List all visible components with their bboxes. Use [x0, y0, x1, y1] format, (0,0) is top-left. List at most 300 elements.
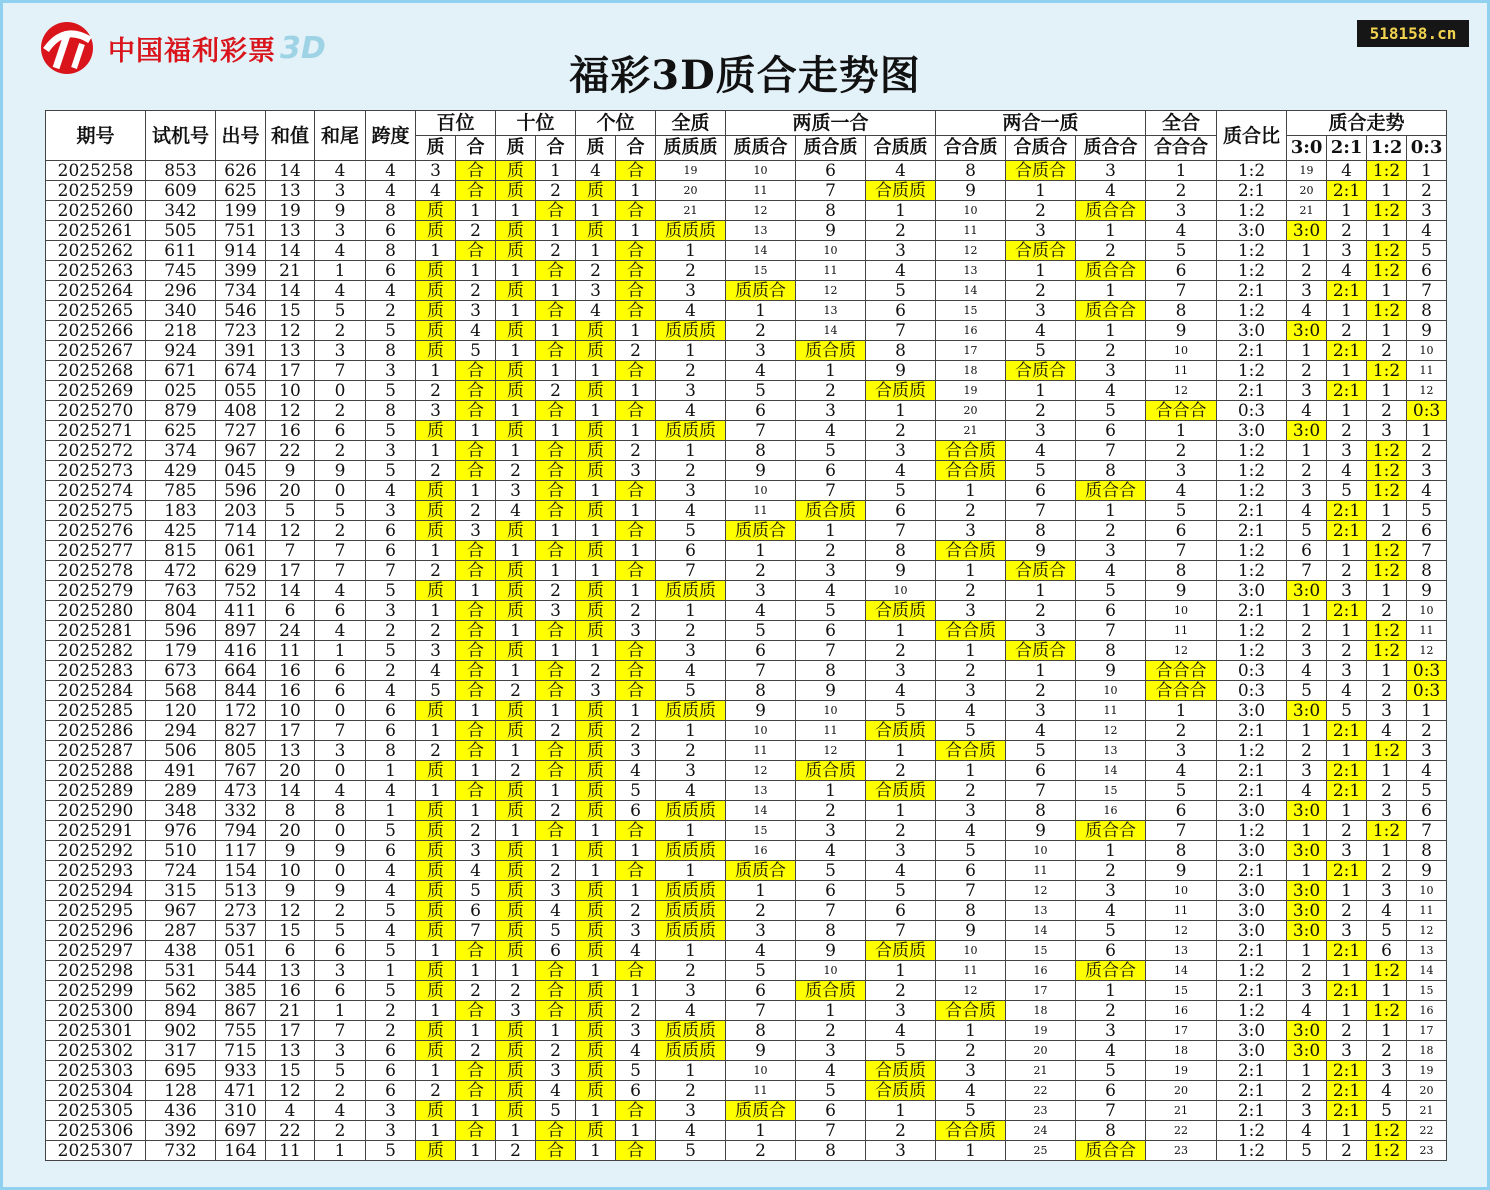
table-cell: 4 — [866, 261, 936, 281]
table-cell: 2:1 — [1217, 781, 1287, 801]
table-cell: 18 — [936, 361, 1006, 381]
table-cell: 2 — [656, 461, 726, 481]
table-cell: 4 — [366, 881, 416, 901]
table-cell: 质 — [416, 501, 456, 521]
table-cell: 1 — [416, 721, 456, 741]
table-row — [46, 681, 1447, 701]
table-cell: 2 — [1287, 361, 1327, 381]
table-cell: 10 — [936, 941, 1006, 961]
table-cell: 967 — [216, 441, 266, 461]
table-cell: 1 — [1076, 981, 1146, 1001]
table-cell: 2 — [1076, 1001, 1146, 1021]
table-cell: 2 — [726, 901, 796, 921]
table-cell: 20 — [266, 481, 315, 501]
table-cell: 4 — [315, 281, 366, 301]
table-cell: 3 — [866, 441, 936, 461]
table-cell: 1 — [496, 201, 536, 221]
table-row — [46, 301, 1447, 321]
table-cell: 1 — [1367, 661, 1407, 681]
table-cell: 4 — [616, 941, 656, 961]
table-cell: 合 — [456, 241, 496, 261]
table-cell: 24 — [1006, 1121, 1076, 1141]
table-cell: 11 — [796, 721, 866, 741]
table-row — [46, 821, 1447, 841]
table-cell: 3 — [866, 1141, 936, 1161]
table-cell: 质 — [576, 781, 616, 801]
table-cell: 626 — [216, 161, 266, 181]
table-cell: 质 — [416, 321, 456, 341]
table-cell: 1 — [1076, 321, 1146, 341]
table-cell: 5 — [366, 381, 416, 401]
table-cell: 1 — [616, 321, 656, 341]
table-cell: 7 — [315, 561, 366, 581]
table-cell: 4 — [1367, 721, 1407, 741]
table-cell: 2 — [1146, 441, 1217, 461]
table-cell: 1 — [1327, 801, 1367, 821]
table-cell: 2 — [796, 381, 866, 401]
table-cell: 11 — [266, 641, 315, 661]
table-cell: 867 — [216, 1001, 266, 1021]
table-cell: 2 — [366, 1021, 416, 1041]
table-cell: 4 — [936, 1081, 1006, 1101]
table-cell: 5 — [726, 961, 796, 981]
table-cell: 3 — [1146, 201, 1217, 221]
table-cell: 10 — [936, 201, 1006, 221]
table-cell: 1 — [1076, 841, 1146, 861]
table-cell: 7 — [796, 901, 866, 921]
table-cell: 3 — [656, 761, 726, 781]
table-cell: 20 — [266, 761, 315, 781]
table-cell: 16 — [1006, 961, 1076, 981]
table-cell: 2 — [315, 441, 366, 461]
table-cell: 11 — [936, 961, 1006, 981]
table-cell: 2:1 — [1327, 1061, 1367, 1081]
table-cell: 12 — [266, 321, 315, 341]
table-cell: 1 — [576, 241, 616, 261]
table-cell: 6 — [1407, 261, 1447, 281]
table-cell: 8 — [936, 161, 1006, 181]
table-cell: 2 — [1327, 321, 1367, 341]
table-cell: 12 — [796, 741, 866, 761]
table-cell: 0 — [315, 861, 366, 881]
table-cell: 8 — [866, 541, 936, 561]
header-sum-tail: 和尾 — [315, 111, 366, 161]
table-cell: 1 — [496, 301, 536, 321]
sub-header-cell: 0:3 — [1407, 136, 1447, 161]
table-cell: 4 — [576, 161, 616, 181]
table-cell: 0:3 — [1217, 681, 1287, 701]
table-cell: 3 — [616, 921, 656, 941]
table-cell: 340 — [146, 301, 216, 321]
table-cell: 合 — [536, 1001, 576, 1021]
table-cell: 4 — [366, 861, 416, 881]
table-cell: 1:2 — [1367, 1121, 1407, 1141]
table-cell: 20 — [936, 401, 1006, 421]
table-cell: 1 — [576, 521, 616, 541]
table-cell: 1 — [1367, 221, 1407, 241]
table-cell: 5 — [1006, 461, 1076, 481]
table-cell: 4 — [1076, 181, 1146, 201]
table-cell: 4 — [315, 241, 366, 261]
table-cell: 6 — [266, 941, 315, 961]
table-cell: 429 — [146, 461, 216, 481]
table-cell: 7 — [726, 421, 796, 441]
table-cell: 3:0 — [1287, 701, 1327, 721]
table-cell: 4 — [366, 781, 416, 801]
table-cell: 2 — [1367, 781, 1407, 801]
table-cell: 质 — [416, 301, 456, 321]
table-cell: 1 — [1367, 281, 1407, 301]
table-cell: 3 — [866, 661, 936, 681]
table-cell: 5 — [796, 601, 866, 621]
table-cell: 9 — [936, 181, 1006, 201]
table-cell: 2 — [936, 581, 1006, 601]
table-cell: 1:2 — [1217, 1001, 1287, 1021]
table-cell: 质 — [416, 581, 456, 601]
table-cell: 5 — [416, 681, 456, 701]
trend-table — [45, 110, 1447, 1161]
table-cell: 1 — [1327, 741, 1367, 761]
table-cell: 12 — [936, 241, 1006, 261]
table-cell: 4 — [536, 1081, 576, 1101]
table-cell: 1 — [496, 441, 536, 461]
table-cell: 546 — [216, 301, 266, 321]
table-cell: 8 — [366, 241, 416, 261]
table-cell: 4 — [416, 661, 456, 681]
table-cell: 1 — [416, 1061, 456, 1081]
table-cell: 6 — [315, 601, 366, 621]
table-cell: 14 — [1407, 961, 1447, 981]
table-cell: 2025303 — [46, 1061, 146, 1081]
table-row — [46, 621, 1447, 641]
table-cell: 4 — [416, 181, 456, 201]
table-cell: 4 — [1076, 561, 1146, 581]
table-cell: 7 — [1407, 821, 1447, 841]
table-cell: 合 — [456, 941, 496, 961]
table-cell: 596 — [216, 481, 266, 501]
table-cell: 4 — [315, 781, 366, 801]
table-cell: 10 — [726, 1061, 796, 1081]
table-cell: 5 — [656, 1141, 726, 1161]
table-cell: 9 — [266, 881, 315, 901]
table-cell: 5 — [1287, 681, 1327, 701]
table-cell: 411 — [216, 601, 266, 621]
table-cell: 质 — [576, 541, 616, 561]
table-cell: 6 — [315, 981, 366, 1001]
table-cell: 4 — [1287, 1001, 1327, 1021]
table-cell: 1:2 — [1217, 541, 1287, 561]
table-cell: 质 — [496, 1081, 536, 1101]
table-cell: 合 — [456, 641, 496, 661]
table-cell: 9 — [1146, 581, 1217, 601]
table-cell: 5 — [366, 581, 416, 601]
table-cell: 2 — [1287, 621, 1327, 641]
table-cell: 2 — [936, 781, 1006, 801]
table-cell: 17 — [266, 1021, 315, 1041]
table-cell: 3:0 — [1217, 581, 1287, 601]
table-cell: 6 — [366, 1081, 416, 1101]
table-cell: 合 — [536, 301, 576, 321]
table-cell: 2025281 — [46, 621, 146, 641]
table-cell: 1 — [456, 421, 496, 441]
table-cell: 374 — [146, 441, 216, 461]
table-cell: 3 — [1327, 661, 1367, 681]
table-cell: 1 — [456, 201, 496, 221]
table-cell: 3 — [1327, 441, 1367, 461]
table-cell: 4 — [866, 681, 936, 701]
table-cell: 合 — [616, 201, 656, 221]
table-cell: 4 — [576, 301, 616, 321]
table-cell: 5 — [1287, 521, 1327, 541]
table-cell: 933 — [216, 1061, 266, 1081]
table-cell: 16 — [936, 321, 1006, 341]
table-cell: 3 — [616, 1021, 656, 1041]
table-cell: 5 — [866, 881, 936, 901]
table-cell: 2025277 — [46, 541, 146, 561]
table-cell: 1 — [416, 941, 456, 961]
table-cell: 2:1 — [1217, 601, 1287, 621]
table-cell: 21 — [266, 261, 315, 281]
table-cell: 9 — [726, 701, 796, 721]
table-cell: 2 — [866, 641, 936, 661]
table-cell: 6 — [456, 901, 496, 921]
table-cell: 21 — [266, 1001, 315, 1021]
table-cell: 2 — [1076, 341, 1146, 361]
sub-header-cell: 质质合 — [726, 136, 796, 161]
table-cell: 3 — [456, 301, 496, 321]
table-cell: 3 — [456, 841, 496, 861]
table-cell: 804 — [146, 601, 216, 621]
table-cell: 3 — [656, 641, 726, 661]
table-cell: 4 — [1076, 901, 1146, 921]
table-cell: 10 — [1407, 881, 1447, 901]
table-cell: 310 — [216, 1101, 266, 1121]
sub-header-cell: 3:0 — [1287, 136, 1327, 161]
table-cell: 2 — [1287, 261, 1327, 281]
table-cell: 3:0 — [1217, 321, 1287, 341]
table-cell: 3 — [315, 221, 366, 241]
table-cell: 15 — [1407, 981, 1447, 1001]
table-cell: 2 — [416, 381, 456, 401]
table-cell: 质 — [496, 241, 536, 261]
table-cell: 7 — [315, 721, 366, 741]
table-cell: 质 — [496, 861, 536, 881]
table-cell: 19 — [1287, 161, 1327, 181]
table-cell: 3 — [656, 481, 726, 501]
table-cell: 12 — [1407, 641, 1447, 661]
table-cell: 2 — [866, 421, 936, 441]
table-cell: 117 — [216, 841, 266, 861]
table-cell: 7 — [866, 321, 936, 341]
table-cell: 2 — [1006, 201, 1076, 221]
table-cell: 4 — [1367, 1081, 1407, 1101]
table-cell: 734 — [216, 281, 266, 301]
table-cell: 1 — [366, 801, 416, 821]
table-cell: 1 — [656, 441, 726, 461]
table-cell: 质 — [576, 341, 616, 361]
table-cell: 8 — [366, 201, 416, 221]
table-cell: 294 — [146, 721, 216, 741]
table-row — [46, 661, 1447, 681]
table-cell: 879 — [146, 401, 216, 421]
table-cell: 合质质 — [866, 721, 936, 741]
table-cell: 质 — [496, 1041, 536, 1061]
table-cell: 7 — [796, 641, 866, 661]
table-cell: 3:0 — [1287, 1041, 1327, 1061]
table-cell: 合质质 — [866, 181, 936, 201]
table-cell: 5 — [1146, 241, 1217, 261]
table-cell: 6 — [1146, 261, 1217, 281]
table-cell: 1:2 — [1217, 641, 1287, 661]
table-cell: 合 — [616, 661, 656, 681]
table-cell: 4 — [866, 461, 936, 481]
table-cell: 1 — [866, 961, 936, 981]
table-cell: 14 — [1006, 921, 1076, 941]
table-cell: 755 — [216, 1021, 266, 1041]
table-cell: 3 — [796, 401, 866, 421]
table-cell: 3 — [366, 361, 416, 381]
table-row — [46, 901, 1447, 921]
table-cell: 1:2 — [1367, 441, 1407, 461]
table-cell: 合 — [456, 741, 496, 761]
table-cell: 1:2 — [1217, 441, 1287, 461]
table-cell: 合合质 — [936, 1001, 1006, 1021]
table-cell: 16 — [1076, 801, 1146, 821]
table-cell: 2 — [1287, 741, 1327, 761]
table-cell: 6 — [796, 621, 866, 641]
table-cell: 1 — [726, 1121, 796, 1141]
table-cell: 2:1 — [1327, 1101, 1367, 1121]
table-cell: 合 — [536, 501, 576, 521]
table-cell: 1 — [1287, 441, 1327, 461]
table-cell: 4 — [366, 161, 416, 181]
table-cell: 2 — [1327, 1021, 1367, 1041]
table-cell: 9 — [726, 461, 796, 481]
table-cell: 2 — [496, 681, 536, 701]
table-cell: 1 — [496, 261, 536, 281]
table-cell: 5 — [656, 521, 726, 541]
table-cell: 1:2 — [1217, 561, 1287, 581]
table-cell: 6 — [616, 801, 656, 821]
table-cell: 1:2 — [1367, 961, 1407, 981]
table-cell: 2 — [616, 441, 656, 461]
table-cell: 3 — [576, 681, 616, 701]
table-cell: 2 — [536, 241, 576, 261]
table-cell: 质 — [576, 921, 616, 941]
table-cell: 5 — [315, 1061, 366, 1081]
table-cell: 17 — [1407, 1021, 1447, 1041]
table-cell: 质 — [496, 321, 536, 341]
table-row — [46, 1001, 1447, 1021]
table-cell: 21 — [656, 201, 726, 221]
table-cell: 3 — [796, 1041, 866, 1061]
table-cell: 6 — [315, 941, 366, 961]
table-cell: 3 — [796, 561, 866, 581]
table-cell: 5 — [1146, 501, 1217, 521]
table-cell: 5 — [866, 701, 936, 721]
table-cell: 4 — [1287, 401, 1327, 421]
table-row — [46, 961, 1447, 981]
table-cell: 4 — [315, 581, 366, 601]
table-cell: 568 — [146, 681, 216, 701]
table-cell: 6 — [1006, 761, 1076, 781]
logo-text: 中国福利彩票 — [108, 35, 276, 67]
table-row — [46, 701, 1447, 721]
table-cell: 332 — [216, 801, 266, 821]
table-cell: 1 — [576, 201, 616, 221]
table-cell: 质 — [576, 441, 616, 461]
table-cell: 1:2 — [1367, 561, 1407, 581]
table-cell: 1 — [866, 801, 936, 821]
table-cell: 6 — [866, 301, 936, 321]
table-cell: 5 — [796, 861, 866, 881]
table-cell: 10 — [1407, 601, 1447, 621]
table-cell: 544 — [216, 961, 266, 981]
table-cell: 1 — [1006, 581, 1076, 601]
table-cell: 2 — [315, 321, 366, 341]
table-cell: 质质合 — [726, 281, 796, 301]
table-cell: 1:2 — [1217, 1121, 1287, 1141]
table-cell: 10 — [1407, 341, 1447, 361]
table-cell: 1 — [416, 241, 456, 261]
table-cell: 2 — [496, 461, 536, 481]
table-cell: 质 — [576, 741, 616, 761]
table-cell: 5 — [1407, 501, 1447, 521]
table-cell: 质合质 — [796, 501, 866, 521]
table-cell: 3 — [936, 601, 1006, 621]
table-cell: 14 — [796, 321, 866, 341]
table-cell: 4 — [656, 401, 726, 421]
table-cell: 273 — [216, 901, 266, 921]
table-cell: 10 — [866, 581, 936, 601]
table-cell: 7 — [796, 1121, 866, 1141]
table-cell: 1 — [796, 781, 866, 801]
table-cell: 1 — [616, 881, 656, 901]
table-cell: 24 — [266, 621, 315, 641]
table-cell: 7 — [1076, 1101, 1146, 1121]
table-cell: 714 — [216, 521, 266, 541]
table-cell: 3 — [1407, 741, 1447, 761]
table-cell: 合 — [536, 661, 576, 681]
table-cell: 合 — [456, 561, 496, 581]
table-cell: 392 — [146, 1121, 216, 1141]
table-cell: 15 — [1146, 981, 1217, 1001]
table-cell: 质合合 — [1076, 201, 1146, 221]
header-ratio: 质合比 — [1217, 111, 1287, 161]
table-cell: 质质质 — [656, 901, 726, 921]
table-cell: 2:1 — [1327, 341, 1367, 361]
table-cell: 218 — [146, 321, 216, 341]
table-cell: 2025302 — [46, 1041, 146, 1061]
table-cell: 2 — [616, 901, 656, 921]
table-cell: 2 — [416, 561, 456, 581]
table-cell: 合 — [456, 381, 496, 401]
table-cell: 质 — [416, 261, 456, 281]
sub-header-cell: 2:1 — [1327, 136, 1367, 161]
table-cell: 1 — [536, 361, 576, 381]
table-cell: 2025300 — [46, 1001, 146, 1021]
table-cell: 9 — [315, 461, 366, 481]
table-cell: 6 — [1076, 1081, 1146, 1101]
table-cell: 4 — [866, 161, 936, 181]
table-cell: 1 — [536, 841, 576, 861]
table-cell: 976 — [146, 821, 216, 841]
table-cell: 17 — [1146, 1021, 1217, 1041]
table-cell: 8 — [1146, 561, 1217, 581]
table-cell: 质 — [416, 901, 456, 921]
table-cell: 1:2 — [1217, 621, 1287, 641]
table-cell: 763 — [146, 581, 216, 601]
